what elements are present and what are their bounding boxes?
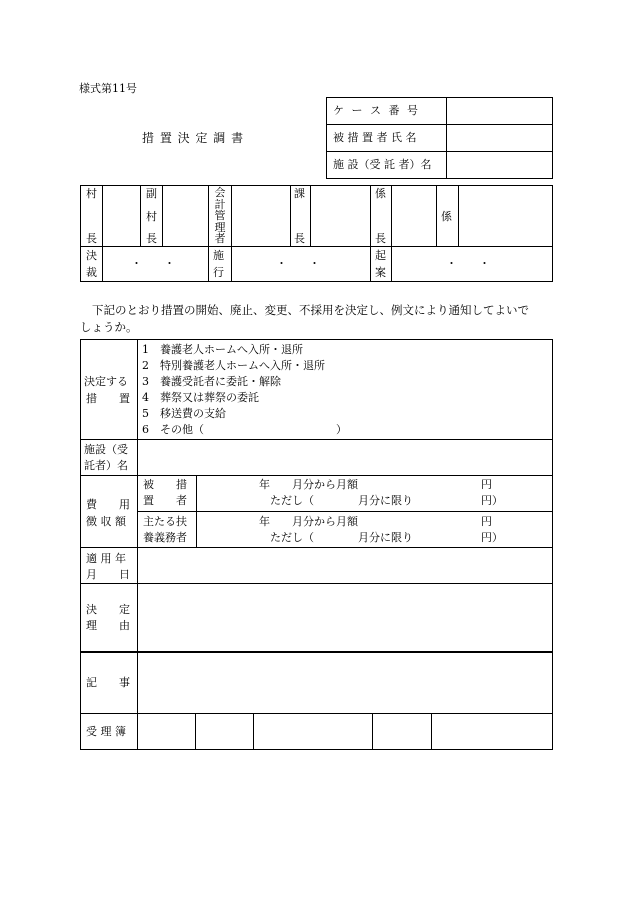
reason-field[interactable] xyxy=(139,585,551,650)
notes-label: 記 事 xyxy=(86,676,130,689)
enforcement-label-top: 施 xyxy=(213,249,224,262)
receipt-cell-3[interactable] xyxy=(255,715,371,748)
measure-item-1[interactable]: 1 養護老人ホームへ入所・退所 xyxy=(142,343,303,356)
staff-chief-label-bottom: 長 xyxy=(375,232,386,245)
deputy-chief-stamp[interactable] xyxy=(163,186,207,246)
staff-chief-label-top: 係 xyxy=(375,187,386,200)
fee-subject-label-line2: 置 者 xyxy=(143,494,187,507)
receipt-cell-1[interactable] xyxy=(139,715,194,748)
staff-label: 係 xyxy=(441,210,452,223)
fee-supporter-yen-close: 円） xyxy=(481,531,503,544)
facility-name-label: 施 設（受 託 者）名 xyxy=(333,158,432,171)
fee-subject-yen-close: 円） xyxy=(481,494,503,507)
facility-row-field[interactable] xyxy=(139,441,551,474)
fee-supporter-from[interactable]: 年 月分から月額 xyxy=(259,515,358,528)
accounting-manager-stamp[interactable] xyxy=(232,186,289,246)
reason-label-line2: 理 由 xyxy=(86,619,130,632)
facility-row-label-line2: 託者）名 xyxy=(84,459,128,472)
deputy-label-2: 村 xyxy=(146,210,157,223)
decision-date[interactable]: ・ ・ xyxy=(131,257,175,270)
subject-name-label: 被 措 置 者 氏 名 xyxy=(333,131,417,144)
draft-label-top: 起 xyxy=(375,249,386,262)
fee-subject-yen: 円 xyxy=(481,478,492,491)
measures-label-line2: 措 置 xyxy=(86,392,130,405)
staff-stamp[interactable] xyxy=(459,186,551,246)
apply-date-label-line1: 適 用 年 xyxy=(86,552,126,565)
village-chief-label-bottom: 長 xyxy=(86,232,97,245)
measure-item-4[interactable]: 4 葬祭又は葬祭の委託 xyxy=(142,391,259,404)
form-number: 様式第11号 xyxy=(79,82,137,95)
section-chief-label-bottom: 長 xyxy=(294,232,305,245)
measure-item-3[interactable]: 3 養護受託者に委託・解除 xyxy=(142,375,281,388)
deputy-label-1: 副 xyxy=(146,187,157,200)
measure-item-5[interactable]: 5 移送費の支給 xyxy=(142,407,226,420)
fee-subject-label-line1: 被 措 xyxy=(143,478,187,491)
fee-supporter-yen: 円 xyxy=(481,515,492,528)
fee-supporter-label-line1: 主たる扶 xyxy=(143,515,187,528)
facility-name-field[interactable] xyxy=(448,153,551,177)
case-number-field[interactable] xyxy=(448,99,551,123)
fee-label-line1: 費 用 xyxy=(86,498,130,511)
fee-subject-limit[interactable]: ただし（ 月分に限り xyxy=(270,494,413,507)
receipt-cell-2[interactable] xyxy=(197,715,252,748)
section-chief-label-top: 課 xyxy=(294,187,305,200)
case-number-label: ケ ー ス 番 号 xyxy=(333,104,420,117)
facility-row-label-line1: 施設（受 xyxy=(84,443,128,456)
accounting-manager-label: 会 計 管 理 者 xyxy=(214,186,226,245)
enforcement-date[interactable]: ・ ・ xyxy=(276,257,320,270)
decision-label-top: 決 xyxy=(86,249,97,262)
staff-chief-stamp[interactable] xyxy=(392,186,435,246)
receipt-cell-4[interactable] xyxy=(374,715,430,748)
fee-label-line2: 徴 収 額 xyxy=(86,515,126,528)
fee-supporter-limit[interactable]: ただし（ 月分に限り xyxy=(270,531,413,544)
draft-label-bottom: 案 xyxy=(375,266,386,279)
notes-field[interactable] xyxy=(139,654,551,712)
apply-date-label-line2: 月 日 xyxy=(86,568,130,581)
intro-text-line2: しょうか。 xyxy=(80,320,138,334)
subject-name-field[interactable] xyxy=(448,126,551,150)
draft-date[interactable]: ・ ・ xyxy=(446,257,490,270)
deputy-label-3: 長 xyxy=(146,232,157,245)
measure-item-6[interactable]: 6 その他（ ） xyxy=(142,423,347,436)
measures-label-line1: 決定する xyxy=(84,375,128,388)
reason-label-line1: 決 定 xyxy=(86,603,130,616)
measure-item-2[interactable]: 2 特別養護老人ホームへ入所・退所 xyxy=(142,359,325,372)
village-chief-stamp[interactable] xyxy=(103,186,139,246)
receipt-cell-5[interactable] xyxy=(433,715,551,748)
intro-text-line1: 下記のとおり措置の開始、廃止、変更、不採用を決定し、例文により通知してよいで xyxy=(92,303,529,317)
fee-supporter-label-line2: 養義務者 xyxy=(143,531,187,544)
village-chief-label-top: 村 xyxy=(86,187,97,200)
receipt-label: 受 理 簿 xyxy=(86,725,126,738)
decision-label-bottom: 裁 xyxy=(86,266,97,279)
fee-subject-from[interactable]: 年 月分から月額 xyxy=(259,478,358,491)
apply-date-field[interactable] xyxy=(139,549,551,582)
section-chief-stamp[interactable] xyxy=(311,186,369,246)
enforcement-label-bottom: 行 xyxy=(213,266,224,279)
page-title: 措 置 決 定 調 書 xyxy=(142,131,245,145)
